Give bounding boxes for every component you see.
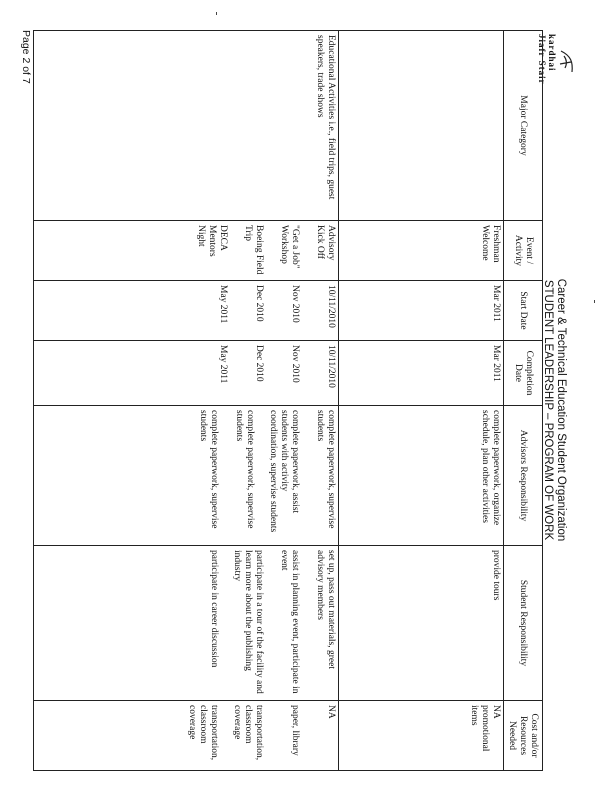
program-of-work-table <box>33 30 543 771</box>
student-responsibility: participate in a tour of the facility and learn more about the publishing industry <box>232 550 264 694</box>
completion-date: Dec 2010 <box>254 345 264 382</box>
cell-advisor-responsibilities <box>34 406 339 546</box>
header-student-responsibility: Student Responsibility <box>504 546 543 701</box>
table-row <box>34 31 339 771</box>
advisor-responsibility: complete paperwork, supervise students <box>198 410 219 529</box>
event-name: DECA Mentors Night <box>196 225 228 257</box>
cell-start-dates <box>34 281 339 341</box>
advisor-responsibility: complete paperwork, assist students with activity coordination, supervise students <box>268 410 300 533</box>
cell-costs <box>34 701 339 771</box>
cell-cost: NA promotional items <box>339 701 504 771</box>
document-title: Career & Technical Education Student Organization <box>555 278 567 542</box>
cell-advisor-responsibility: complete paperwork, organize schedule, plan other activities <box>339 406 504 546</box>
header-cost: Cost and/or Resources Needed <box>504 701 543 771</box>
start-date: May 2011 <box>218 285 228 324</box>
scan-speck <box>216 12 217 15</box>
cost-resources: transportation, classroom coverage <box>232 705 264 761</box>
cell-completion-dates <box>34 341 339 406</box>
header-completion-date: Completion Date <box>504 341 543 406</box>
cell-student-responsibility: provide tours <box>339 546 504 701</box>
cell-student-responsibilities <box>34 546 339 701</box>
cell-event: Freshman Welcome <box>339 221 504 281</box>
document-subtitle: STUDENT LEADERSHIP – PROGRAM OF WORK <box>542 279 554 541</box>
event-name: Advisory Kick Off <box>315 225 336 261</box>
header-advisor-responsibility: Advisors Responsibility <box>504 406 543 546</box>
header-event: Event / Activity <box>504 221 543 281</box>
completion-date: Nov 2010 <box>290 345 300 383</box>
header-start-date: Start Date <box>504 281 543 341</box>
header-major-category: Major Category <box>504 31 543 221</box>
document-header <box>541 200 567 620</box>
table-header-row <box>504 31 543 771</box>
leaf-signature-icon <box>557 48 575 76</box>
event-name: Boeing Field Trip <box>243 225 264 275</box>
student-responsibility: assist in planning event, participate in event <box>279 550 300 694</box>
cell-category <box>339 31 504 221</box>
start-date: Nov 2010 <box>290 285 300 323</box>
student-responsibility: participate in career discussion <box>209 550 219 668</box>
event-name: "Get a Job" Workshop <box>279 225 300 269</box>
advisor-responsibility: complete paperwork, supervise students <box>315 410 336 529</box>
start-date: Dec 2010 <box>254 285 264 322</box>
page-number: Page 2 of 7 <box>20 30 32 84</box>
start-date: 10/11/2010 <box>326 285 336 328</box>
scan-speck <box>594 300 595 303</box>
logo-text: kardhai Jiafr Stair <box>537 34 557 85</box>
cost-resources: transportation, classroom coverage <box>187 705 219 761</box>
cell-events <box>34 221 339 281</box>
completion-date: 10/11/2010 <box>326 345 336 388</box>
advisor-responsibility: complete paperwork, supervise students <box>234 410 255 529</box>
cost-resources: paper, library <box>290 705 300 756</box>
cell-start-date: Mar 2011 <box>339 281 504 341</box>
table-row <box>339 31 504 771</box>
completion-date: May 2011 <box>218 345 228 384</box>
cost-resources: NA <box>326 705 336 719</box>
student-responsibility: set up, pass out materials, greet advisory members <box>315 550 336 669</box>
cell-category: Educational Activities i.e., field trips, guest speakers, trade shows <box>34 31 339 221</box>
cell-completion-date: Mar 2011 <box>339 341 504 406</box>
